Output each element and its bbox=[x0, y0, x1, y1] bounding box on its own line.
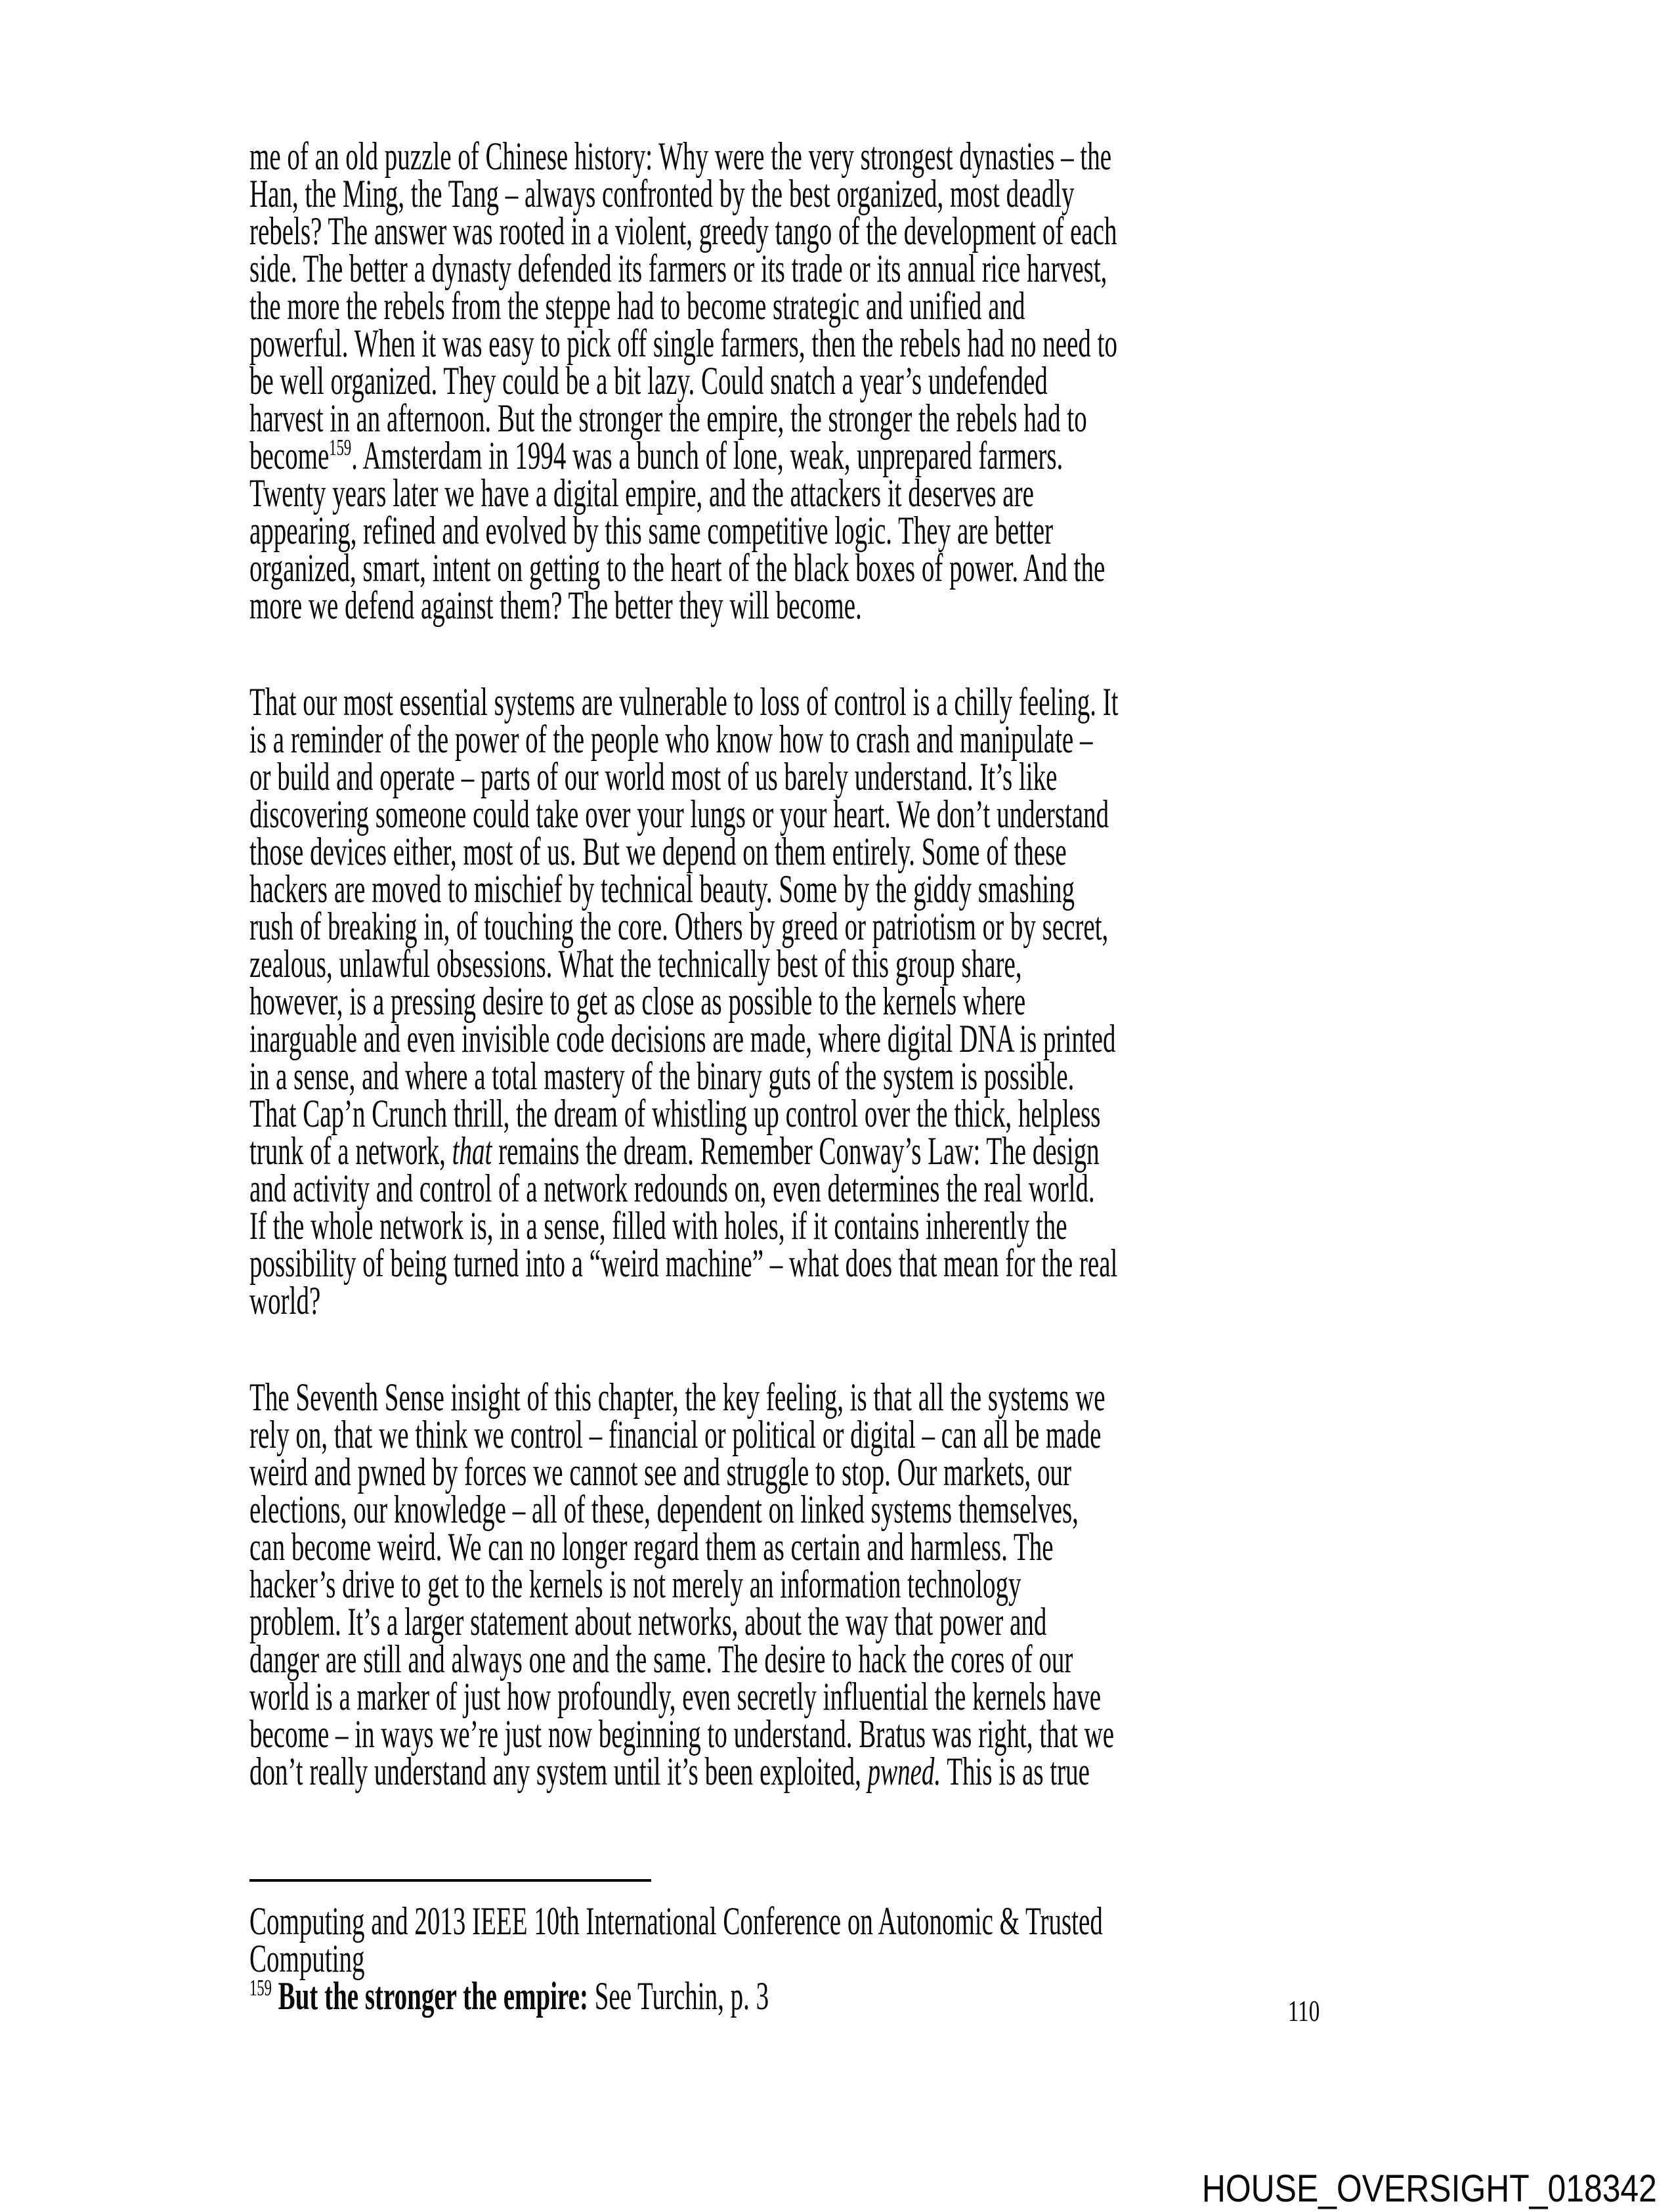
text-segment: organized, smart, intent on getting to the heart of the black boxes of power. And the bbox=[249, 546, 1105, 590]
text-segment: The Seventh Sense insight of this chapter, the key feeling, is that all the systems we bbox=[249, 1376, 1105, 1419]
text-segment: inarguable and even invisible code decisions are made, where digital DNA is printed bbox=[249, 1017, 1116, 1060]
text-line bbox=[249, 1129, 1119, 1173]
text-line bbox=[249, 1750, 1119, 1793]
text-line bbox=[249, 1054, 1119, 1098]
text-segment: Computing bbox=[249, 1937, 365, 1980]
paragraph bbox=[249, 135, 1586, 627]
text-segment: appearing, refined and evolved by this same competitive logic. They are better bbox=[249, 509, 1054, 552]
bates-stamp: HOUSE_OVERSIGHT_018342 bbox=[1201, 2167, 1657, 2210]
text-line bbox=[249, 1092, 1119, 1135]
text-segment: Twenty years later we have a digital empire, and the attackers it deserves are bbox=[249, 471, 1034, 515]
text-segment: elections, our knowledge – all of these, dependent on linked systems themselves, bbox=[249, 1488, 1079, 1531]
text-line bbox=[249, 1899, 1103, 1943]
page-number: 110 bbox=[1287, 1994, 1320, 2028]
text-line bbox=[249, 247, 1119, 290]
text-line bbox=[249, 680, 1119, 724]
text-line bbox=[249, 1167, 1119, 1210]
text-segment: zealous, unlawful obsessions. What the technically best of this group share, bbox=[249, 942, 1022, 986]
text-segment: trunk of a network, bbox=[249, 1129, 452, 1173]
text-segment: hackers are moved to mischief by technical beauty. Some by the giddy smashing bbox=[249, 867, 1075, 911]
text-segment: those devices either, most of us. But we depend on them entirely. Some of these bbox=[249, 830, 1067, 873]
text-line bbox=[249, 830, 1119, 873]
text-line bbox=[249, 980, 1119, 1023]
text-segment: weird and pwned by forces we cannot see and struggle to stop. Our markets, our bbox=[249, 1450, 1071, 1494]
text-segment bbox=[272, 1974, 278, 2018]
text-line bbox=[249, 359, 1119, 402]
text-line bbox=[249, 434, 1119, 477]
text-segment: discovering someone could take over your lungs or your heart. We don’t understand bbox=[249, 792, 1109, 836]
text-segment: rebels? The answer was rooted in a violent, greedy tango of the development of each bbox=[249, 209, 1117, 253]
text-line bbox=[249, 209, 1119, 253]
text-line bbox=[249, 1242, 1119, 1285]
text-line bbox=[249, 905, 1119, 948]
text-line bbox=[249, 1937, 1103, 1980]
text-line bbox=[249, 1637, 1119, 1681]
text-line bbox=[249, 1600, 1119, 1643]
text-line bbox=[249, 322, 1119, 365]
text-segment: that bbox=[452, 1129, 492, 1173]
text-segment: world? bbox=[249, 1279, 321, 1322]
text-segment: be well organized. They could be a bit lazy. Could snatch a year’s undefended bbox=[249, 359, 1048, 402]
text-segment: This is as true bbox=[941, 1750, 1090, 1793]
text-line bbox=[249, 135, 1119, 178]
text-segment: become – in ways we’re just now beginning to understand. Bratus was right, that we bbox=[249, 1712, 1115, 1756]
text-segment: powerful. When it was easy to pick off single farmers, then the rebels had no need to bbox=[249, 322, 1118, 365]
text-line bbox=[249, 1712, 1119, 1756]
text-segment: don’t really understand any system until it’s been exploited, bbox=[249, 1750, 868, 1793]
text-line bbox=[249, 397, 1119, 440]
text-line bbox=[249, 1525, 1119, 1569]
text-segment: more we defend against them? The better they will become. bbox=[249, 584, 862, 627]
text-line bbox=[249, 471, 1119, 515]
text-line bbox=[249, 792, 1119, 836]
text-segment: hacker’s drive to get to the kernels is not merely an information technology bbox=[249, 1563, 1021, 1606]
text-segment: remains the dream. Remember Conway’s Law: The design bbox=[492, 1129, 1100, 1173]
text-line bbox=[249, 546, 1119, 590]
text-line bbox=[249, 1974, 1103, 2018]
text-segment: me of an old puzzle of Chinese history: Why were the very strongest dynasties – the bbox=[249, 135, 1112, 178]
text-segment: or build and operate – parts of our world most of us barely understand. It’s like bbox=[249, 755, 1058, 798]
text-segment: in a sense, and where a total mastery of the binary guts of the system is possible. bbox=[249, 1054, 1075, 1098]
text-segment: pwned. bbox=[867, 1750, 941, 1793]
text-segment: can become weird. We can no longer regard them as certain and harmless. The bbox=[249, 1525, 1054, 1569]
text-segment: the more the rebels from the steppe had to become strategic and unified and bbox=[249, 284, 1025, 328]
footnote-separator bbox=[249, 1879, 651, 1882]
text-line bbox=[249, 718, 1119, 761]
text-line bbox=[249, 1450, 1119, 1494]
text-segment: If the whole network is, in a sense, filled with holes, if it contains inherently the bbox=[249, 1204, 1067, 1247]
text-segment: That our most essential systems are vulnerable to loss of control is a chilly feeling. It bbox=[249, 680, 1119, 724]
text-segment: rush of breaking in, of touching the core. Others by greed or patriotism or by secret, bbox=[249, 905, 1109, 948]
text-segment: become bbox=[249, 434, 330, 477]
text-line bbox=[249, 1204, 1119, 1247]
text-line bbox=[249, 1376, 1119, 1419]
text-line bbox=[249, 867, 1119, 911]
text-line bbox=[249, 1279, 1119, 1322]
text-line bbox=[249, 584, 1119, 627]
text-segment: is a reminder of the power of the people who know how to crash and manipulate – bbox=[249, 718, 1093, 761]
text-segment: world is a marker of just how profoundly, even secretly influential the kernels have bbox=[249, 1675, 1102, 1718]
paragraph bbox=[249, 1376, 1586, 1793]
text-segment: Computing and 2013 IEEE 10th International Conference on Autonomic & Trusted bbox=[249, 1899, 1103, 1943]
text-line bbox=[249, 1675, 1119, 1718]
text-segment: 159 bbox=[329, 435, 352, 460]
text-segment: That Cap’n Crunch thrill, the dream of whistling up control over the thick, helpless bbox=[249, 1092, 1101, 1135]
footnote bbox=[249, 1899, 1562, 2018]
text-segment: problem. It’s a larger statement about networks, about the way that power and bbox=[249, 1600, 1047, 1643]
text-segment: . Amsterdam in 1994 was a bunch of lone, weak, unprepared farmers. bbox=[351, 434, 1063, 477]
text-line bbox=[249, 1413, 1119, 1456]
text-line bbox=[249, 172, 1119, 215]
text-segment: Han, the Ming, the Tang – always confronted by the best organized, most deadly bbox=[249, 172, 1075, 215]
text-line bbox=[249, 284, 1119, 328]
paragraph bbox=[249, 680, 1586, 1322]
text-segment: 159 bbox=[249, 1975, 272, 2001]
text-line bbox=[249, 942, 1119, 986]
text-segment: possibility of being turned into a “weird machine” – what does that mean for the real bbox=[249, 1242, 1118, 1285]
text-segment: side. The better a dynasty defended its farmers or its trade or its annual rice harvest, bbox=[249, 247, 1107, 290]
body-text bbox=[249, 135, 1586, 1850]
text-line bbox=[249, 1488, 1119, 1531]
text-segment: rely on, that we think we control – financial or political or digital – can all be made bbox=[249, 1413, 1102, 1456]
text-line bbox=[249, 755, 1119, 798]
text-segment: danger are still and always one and the same. The desire to hack the cores of our bbox=[249, 1637, 1073, 1681]
text-line bbox=[249, 509, 1119, 552]
text-segment: and activity and control of a network redounds on, even determines the real world. bbox=[249, 1167, 1095, 1210]
text-line bbox=[249, 1563, 1119, 1606]
text-line bbox=[249, 1017, 1119, 1060]
text-segment: See Turchin, p. 3 bbox=[588, 1974, 769, 2018]
text-segment: But the stronger the empire: bbox=[278, 1974, 588, 2018]
text-segment: harvest in an afternoon. But the stronger the empire, the stronger the rebels had to bbox=[249, 397, 1087, 440]
text-segment: however, is a pressing desire to get as close as possible to the kernels where bbox=[249, 980, 1026, 1023]
